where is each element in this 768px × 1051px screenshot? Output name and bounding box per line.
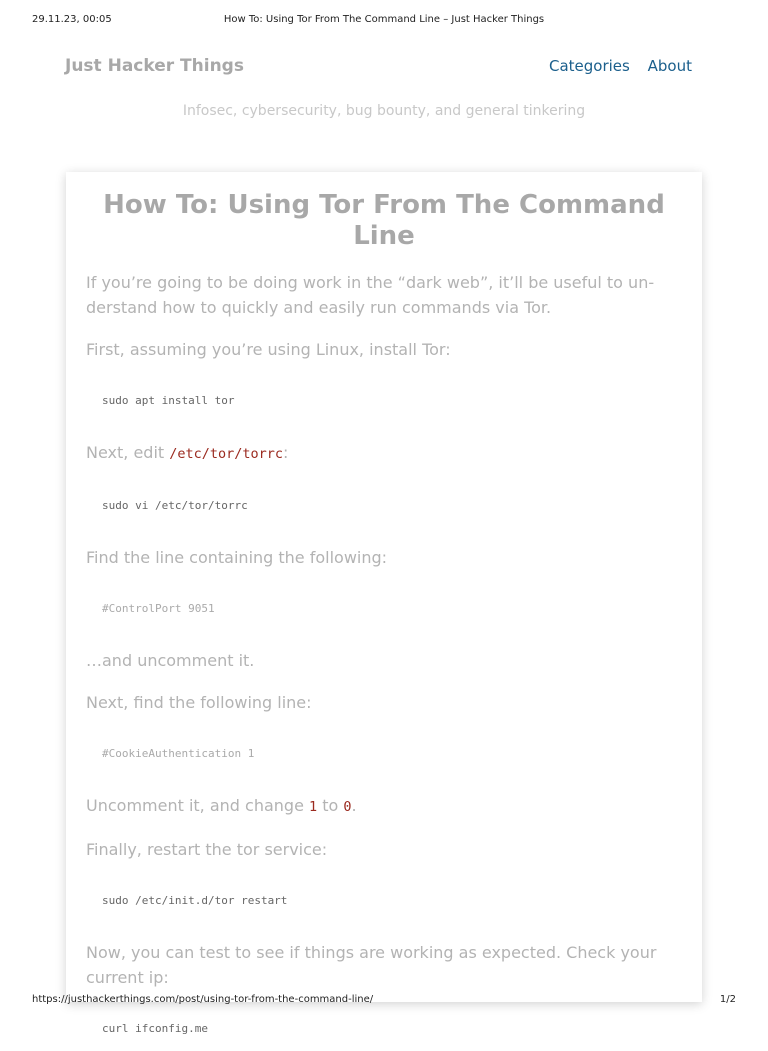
code-block-cookieauth: #CookieAuthentication 1 [102,747,255,760]
paragraph-test: Now, you can test to see if things are working as expected. Check your current ip: [86,943,657,987]
paragraph-change [86,793,682,820]
paragraph-find-next: Next, find the following line: [86,693,312,712]
code-block-curl: curl ifconfig.me [102,1022,208,1035]
paragraph-restart: Finally, restart the tor service: [86,840,328,859]
text: Uncomment it, and change [86,796,309,815]
print-url: https://justhackerthings.com/post/using-tor-from-the-command-line/ [32,994,374,1005]
site-tagline: Infosec, cybersecurity, bug bounty, and general tinkering [182,103,586,119]
site-title[interactable]: Just Hacker Things [65,56,244,76]
paragraph-install: First, assuming you’re using Linux, install Tor: [86,340,451,359]
inline-code-1: 1 [309,799,318,815]
paragraph-edit [86,440,682,467]
code-block-install: sudo apt install tor [102,394,235,407]
post-title: How To: Using Tor From The Command Line [103,190,665,251]
print-date: 29.11.23, 00:05 [32,14,112,25]
nav-categories-link[interactable]: Categories [549,57,630,75]
text: . [351,796,357,815]
print-page-title: How To: Using Tor From The Command Line – Just Hacker Things [223,14,545,25]
inline-code-0: 0 [343,799,352,815]
text: to [317,796,344,815]
print-footer [32,994,736,1010]
paragraph-find-line: Find the line containing the following: [86,548,388,567]
paragraph-intro: If you’re going to be doing work in the “dark web”, it’ll be useful to un-derstand how to quickly and easily run commands via Tor. [86,273,655,317]
main-nav [536,57,692,75]
inline-code-torrc: /etc/tor/torrc [169,446,284,462]
post-card [66,172,702,1035]
print-page-number: 1/2 [719,994,736,1005]
code-block-restart: sudo /etc/init.d/tor restart [102,894,288,907]
paragraph-uncomment: …and uncomment it. [86,651,255,670]
nav-about-link[interactable]: About [647,57,692,75]
text: Next, edit [86,443,170,462]
code-block-edit: sudo vi /etc/tor/torrc [102,499,248,512]
print-header [32,14,736,30]
text: : [283,443,289,462]
code-block-controlport: #ControlPort 9051 [102,602,215,615]
